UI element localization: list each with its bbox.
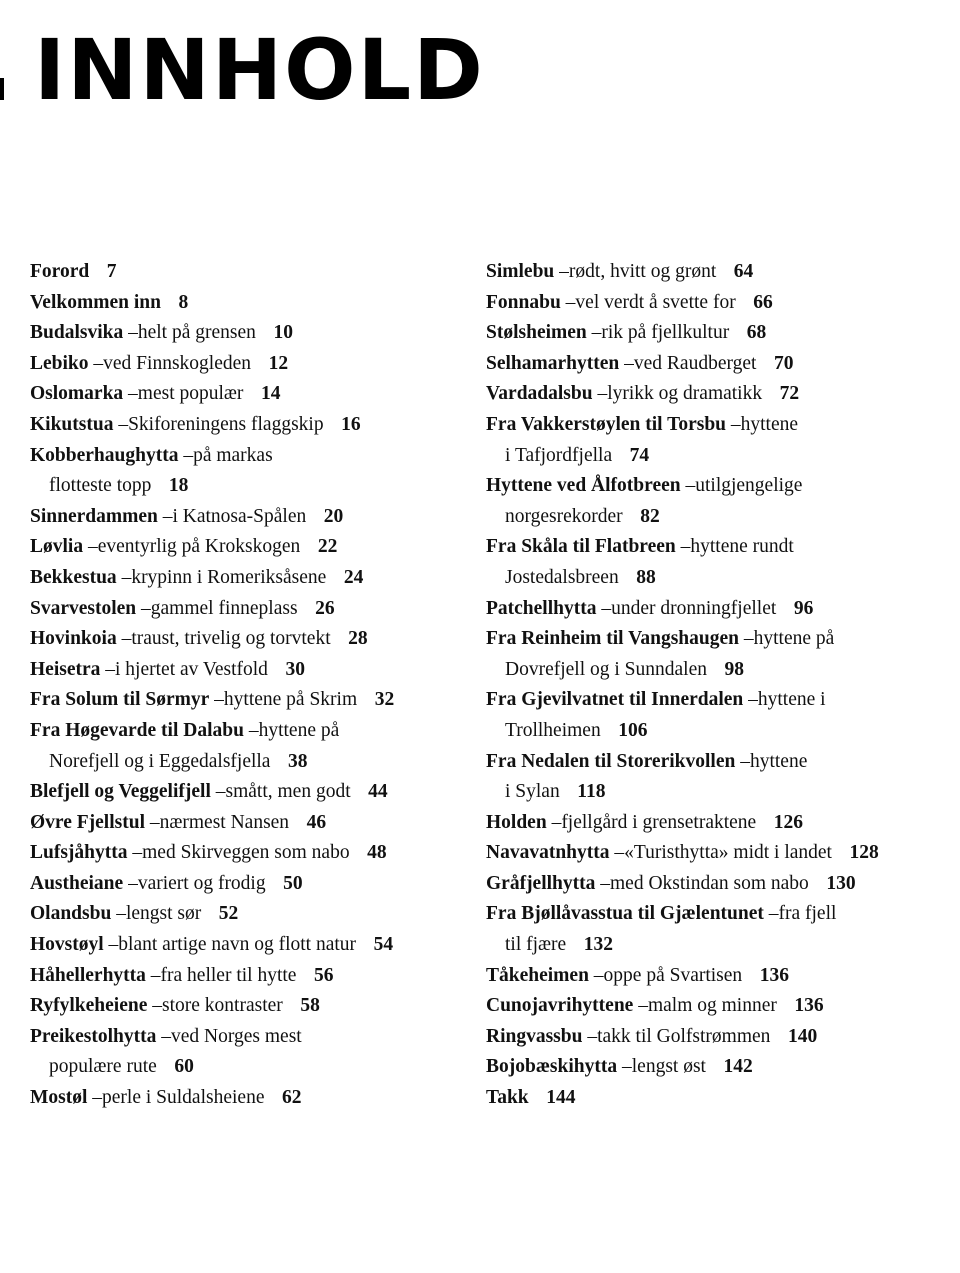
toc-entry-page-number: 136 xyxy=(794,995,824,1017)
toc-entry xyxy=(486,594,936,625)
toc-entry-title: Kobberhaughytta xyxy=(30,444,179,466)
toc-entry-dash xyxy=(117,628,132,649)
toc-entry xyxy=(30,288,480,319)
toc-entry-description: oppe på Svartisen xyxy=(603,964,743,986)
toc-entry-description: blant artige navn og flott natur xyxy=(118,934,357,956)
toc-entry-page-number: 10 xyxy=(273,322,293,344)
toc-entry-page-number: 54 xyxy=(373,934,394,956)
toc-entry-description: fra heller til hytte xyxy=(160,964,297,986)
toc-entry-page-number: 142 xyxy=(723,1056,753,1078)
toc-entry-description: ved Norges mest xyxy=(171,1025,302,1047)
toc-entry-description: i hjertet av Vestfold xyxy=(115,658,268,680)
toc-entry-description: store kontraster xyxy=(162,995,283,1017)
toc-entry-dash xyxy=(619,353,634,374)
toc-entry-dash xyxy=(146,965,161,986)
toc-entry-description: mest populær xyxy=(137,383,244,405)
toc-entry-page-number: 62 xyxy=(282,1087,302,1109)
toc-entry-page-number: 136 xyxy=(759,964,789,986)
toc-column-right xyxy=(486,257,936,1114)
toc-entry-page-number: 50 xyxy=(283,872,303,894)
toc-entry-description: rik på fjellkultur xyxy=(601,322,730,344)
toc-entry-description: vel verdt å svette for xyxy=(575,291,736,313)
toc-entry xyxy=(486,961,936,992)
toc-entry xyxy=(30,1022,480,1083)
toc-entry-dash xyxy=(178,445,193,466)
toc-entry-dash xyxy=(582,1026,597,1047)
toc-entry-page-number: 52 xyxy=(218,903,239,925)
toc-entry xyxy=(486,624,936,685)
toc-entry-page-number: 38 xyxy=(288,750,308,772)
toc-entry-continuation xyxy=(486,777,936,808)
toc-column-left xyxy=(30,257,480,1114)
toc-entry-title: Ringvassbu xyxy=(486,1025,583,1047)
toc-entry-title: Forord xyxy=(30,261,90,282)
toc-entry-page-number: 48 xyxy=(367,842,387,864)
toc-entry-dash xyxy=(147,995,162,1016)
toc-entry-dash xyxy=(676,536,691,557)
toc-entry-title: Bojobæskihytta xyxy=(486,1056,618,1078)
toc-entry-title: Tåkeheimen xyxy=(486,964,589,986)
toc-entry-page-number: 12 xyxy=(268,352,289,374)
toc-entry-description-continued: til fjære xyxy=(505,934,567,956)
toc-entry-page-number: 20 xyxy=(323,505,344,527)
toc-entry-dash xyxy=(209,689,224,710)
toc-entry-page-number: 32 xyxy=(374,689,395,711)
toc-entry-page-number: 44 xyxy=(368,781,388,803)
toc-entry xyxy=(30,991,480,1022)
toc-entry-page-number: 8 xyxy=(178,291,189,313)
toc-entry-description-continued: flotteste topp xyxy=(49,475,152,497)
toc-entry-page-number: 88 xyxy=(636,566,656,588)
toc-entry-page-number: 144 xyxy=(546,1087,576,1109)
toc-entry xyxy=(486,318,936,349)
toc-entry xyxy=(30,808,480,839)
toc-entry xyxy=(30,655,480,686)
toc-entry-dash xyxy=(610,842,625,863)
toc-entry-description: i Katnosa-Spålen xyxy=(172,505,307,527)
toc-entry-title: Mostøl xyxy=(30,1087,88,1109)
toc-entry-description: traust, trivelig og torvtekt xyxy=(131,628,331,650)
toc-entry-page-number: 7 xyxy=(106,261,117,282)
toc-entry-dash xyxy=(123,383,138,404)
toc-entry xyxy=(486,685,936,746)
toc-entry-page-number: 98 xyxy=(724,658,745,680)
toc-entry-title: Simlebu xyxy=(486,261,555,282)
toc-entry xyxy=(30,624,480,655)
toc-entry-description: hyttene i xyxy=(757,689,826,711)
toc-entry-title: Hovinkoia xyxy=(30,628,117,650)
toc-entry-description: variert og frodig xyxy=(137,872,266,894)
toc-entry-title: Løvlia xyxy=(30,536,84,558)
toc-entry-description-continued: Trollheimen xyxy=(505,719,601,741)
toc-entry-page-number: 106 xyxy=(618,719,648,741)
toc-entry xyxy=(30,257,480,288)
toc-entry-dash xyxy=(123,322,138,343)
toc-entry-page-number: 68 xyxy=(746,322,767,344)
toc-entry xyxy=(486,1083,936,1114)
toc-entry-title: Fra Skåla til Flatbreen xyxy=(486,536,676,558)
toc-entry xyxy=(30,1083,480,1114)
toc-entry-page-number: 128 xyxy=(849,842,879,864)
toc-entry-description-continued: populære rute xyxy=(49,1056,157,1078)
toc-entry-title: Fra Solum til Sørmyr xyxy=(30,689,210,711)
toc-entry xyxy=(486,1052,936,1083)
toc-entry-title: Lebiko xyxy=(30,352,89,374)
toc-entry-title: Ryfylkeheiene xyxy=(30,995,148,1017)
toc-entry-title: Håhellerhytta xyxy=(30,964,146,986)
toc-entry-page-number: 140 xyxy=(787,1025,818,1047)
toc-entry-description: perle i Suldalsheiene xyxy=(102,1087,265,1109)
toc-entry-description: eventyrlig på Krokskogen xyxy=(97,536,301,558)
toc-entry xyxy=(486,349,936,380)
toc-entry-description-continued: norgesrekorder xyxy=(505,505,623,527)
toc-entry-dash xyxy=(589,965,604,986)
toc-entry-title: Olandsbu xyxy=(30,903,112,925)
toc-entry-title: Austheiane xyxy=(30,872,124,894)
toc-entry-dash xyxy=(561,292,576,313)
toc-entry-dash xyxy=(145,812,160,833)
toc-entry-title: Sinnerdammen xyxy=(30,505,158,527)
toc-entry-description: rødt, hvitt og grønt xyxy=(568,261,717,282)
toc-entry-description: «Turisthytta» midt i landet xyxy=(624,842,832,864)
toc-entry-dash xyxy=(244,720,259,741)
toc-entry-title: Fonnabu xyxy=(486,291,561,313)
toc-entry-page-number: 46 xyxy=(306,811,327,833)
toc-entry-dash xyxy=(100,659,115,680)
toc-entry-dash xyxy=(117,567,132,588)
toc-entry-dash xyxy=(83,536,98,557)
toc-entry-description: fjellgård i grensetraktene xyxy=(561,811,757,833)
toc-entry xyxy=(486,379,936,410)
toc-entry-title: Fra Høgevarde til Dalabu xyxy=(30,719,244,741)
toc-entry-title: Blefjell og Veggelifjell xyxy=(30,781,211,803)
toc-entry-description: hyttene xyxy=(749,750,808,772)
toc-entry-title: Velkommen inn xyxy=(30,291,161,313)
toc-entry-dash xyxy=(739,628,754,649)
toc-entry-description: krypinn i Romeriksåsene xyxy=(131,566,327,588)
toc-entry xyxy=(30,930,480,961)
toc-entry xyxy=(30,532,480,563)
toc-entry-page-number: 132 xyxy=(583,934,613,956)
toc-entry-dash xyxy=(547,812,562,833)
toc-entry-dash xyxy=(554,261,569,282)
toc-entry xyxy=(30,502,480,533)
toc-entry-page-number: 30 xyxy=(285,658,305,680)
toc-entry-page-number: 126 xyxy=(773,811,804,833)
toc-entry xyxy=(486,288,936,319)
toc-entry-dash xyxy=(617,1056,632,1077)
toc-entry-description-continued: Norefjell og i Eggedalsfjella xyxy=(49,750,271,772)
toc-entry-continuation xyxy=(486,655,936,686)
toc-entry xyxy=(486,1022,936,1053)
toc-entry-page-number: 24 xyxy=(343,566,364,588)
toc-entry-description: lengst sør xyxy=(125,903,202,925)
toc-entry-description: hyttene på xyxy=(258,719,340,741)
toc-entry-title: Lufsjåhytta xyxy=(30,842,128,864)
toc-entry-continuation xyxy=(486,716,936,747)
toc-entry-title: Cunojavrihyttene xyxy=(486,995,634,1017)
toc-entry-page-number: 28 xyxy=(348,628,368,650)
toc-entry xyxy=(486,838,936,869)
toc-entry-dash xyxy=(595,873,610,894)
toc-entry-page-number: 96 xyxy=(793,597,814,619)
toc-entry xyxy=(486,257,936,288)
toc-entry-description: ved Finnskogleden xyxy=(103,352,252,374)
toc-entry-description: hyttene på Skrim xyxy=(223,689,358,711)
toc-entry-page-number: 130 xyxy=(826,872,856,894)
toc-entry-title: Stølsheimen xyxy=(486,322,587,344)
toc-entry-title: Holden xyxy=(486,811,547,833)
toc-entry-description: under dronningfjellet xyxy=(611,597,777,619)
toc-entry-title: Oslomarka xyxy=(30,383,124,405)
toc-entry-page-number: 58 xyxy=(300,995,320,1017)
toc-entry-dash xyxy=(87,1087,102,1108)
toc-entry-description: Skiforeningens flaggskip xyxy=(128,413,324,435)
toc-entry-title: Preikestolhytta xyxy=(30,1025,157,1047)
toc-entry-title: Takk xyxy=(486,1087,529,1109)
toc-entry-page-number: 82 xyxy=(640,505,660,527)
toc-entry-description: med Okstindan som nabo xyxy=(610,872,809,894)
toc-entry xyxy=(30,685,480,716)
toc-entry-page-number: 26 xyxy=(315,597,335,619)
toc-entry xyxy=(30,379,480,410)
toc-entry-dash xyxy=(136,598,151,619)
toc-entry-dash xyxy=(113,414,128,435)
toc-entry-dash xyxy=(743,689,758,710)
toc-entry-description: smått, men godt xyxy=(225,781,351,803)
toc-entry-dash xyxy=(123,873,138,894)
toc-entry-description: helt på grensen xyxy=(137,322,256,344)
toc-entry-title: Budalsvika xyxy=(30,322,124,344)
toc-entry-dash xyxy=(596,598,611,619)
toc-entry-title: Vardadalsbu xyxy=(486,383,593,405)
toc-entry-title: Fra Reinheim til Vangshaugen xyxy=(486,628,739,650)
toc-entry-dash xyxy=(111,903,126,924)
toc-entry xyxy=(486,747,936,808)
toc-entry-description: takk til Golfstrømmen xyxy=(597,1025,771,1047)
toc-entry-dash xyxy=(158,506,173,527)
toc-entry-dash xyxy=(633,995,648,1016)
toc-entry-description: med Skirveggen som nabo xyxy=(142,842,350,864)
toc-entry-title: Bekkestua xyxy=(30,566,117,588)
toc-entry-title: Fra Gjevilvatnet til Innerdalen xyxy=(486,689,744,711)
toc-entry-title: Patchellhytta xyxy=(486,597,597,619)
toc-entry-description: hyttene på xyxy=(753,628,835,650)
toc-entry-continuation xyxy=(486,930,936,961)
toc-entry-description: på markas xyxy=(193,444,273,466)
toc-entry xyxy=(486,471,936,532)
toc-entry-dash xyxy=(156,1026,171,1047)
toc-entry-continuation xyxy=(486,441,936,472)
toc-entry-description-continued: Dovrefjell og i Sunndalen xyxy=(505,658,707,680)
toc-entry-page-number: 18 xyxy=(168,475,189,497)
toc-entry-page-number: 64 xyxy=(733,261,754,282)
toc-entry-dash xyxy=(735,751,750,772)
toc-entry-dash xyxy=(764,903,779,924)
toc-entry xyxy=(30,961,480,992)
toc-entry xyxy=(30,716,480,777)
toc-entry xyxy=(30,563,480,594)
toc-entry-title: Kikutstua xyxy=(30,413,114,435)
toc-entry xyxy=(486,869,936,900)
toc-entry-page-number: 70 xyxy=(773,352,794,374)
toc-entry-dash xyxy=(128,842,143,863)
toc-entry-dash xyxy=(681,475,696,496)
toc-entry-description: fra fjell xyxy=(778,903,837,925)
page-title: INNHOLD xyxy=(34,21,485,119)
toc-entry-title: Hyttene ved Ålfotbreen xyxy=(486,475,681,497)
toc-entry-description: ved Raudberget xyxy=(633,352,757,374)
toc-entry-description: utilgjengelige xyxy=(695,475,803,497)
toc-entry xyxy=(30,318,480,349)
toc-entry-continuation xyxy=(30,747,480,778)
toc-entry-dash xyxy=(89,353,104,374)
toc-entry-continuation xyxy=(486,502,936,533)
toc-entry-title: Navavatnhytta xyxy=(486,842,610,864)
toc-entry-page-number: 16 xyxy=(341,413,361,435)
toc-entry-page-number: 74 xyxy=(629,444,650,466)
toc-entry xyxy=(486,808,936,839)
toc-entry xyxy=(486,899,936,960)
toc-entry-description: hyttene xyxy=(740,413,799,435)
toc-entry-continuation xyxy=(30,1052,480,1083)
toc-entry-title: Hovstøyl xyxy=(30,934,104,956)
toc-entry-page-number: 14 xyxy=(260,383,281,405)
toc-entry-description: lengst øst xyxy=(631,1056,706,1078)
toc-entry-description: lyrikk og dramatikk xyxy=(607,383,763,405)
toc-entry xyxy=(30,777,480,808)
toc-entry xyxy=(30,410,480,441)
toc-entry-description: malm og minner xyxy=(647,995,777,1017)
toc-entry-dash xyxy=(211,781,226,802)
toc-entry-title: Svarvestolen xyxy=(30,597,137,619)
toc-entry-title: Fra Vakkerstøylen til Torsbu xyxy=(486,413,727,435)
toc-entry-page-number: 72 xyxy=(779,383,800,405)
toc-entry-description: hyttene rundt xyxy=(690,536,794,558)
toc-entry-dash xyxy=(587,322,602,343)
toc-entry-dash xyxy=(104,934,119,955)
toc-entry-dash xyxy=(726,414,741,435)
toc-entry-title: Øvre Fjellstul xyxy=(30,811,145,833)
toc-entry-page-number: 60 xyxy=(174,1056,194,1078)
toc-entry-title: Selhamarhytten xyxy=(486,352,620,374)
toc-entry-dash xyxy=(593,383,608,404)
toc-entry xyxy=(30,594,480,625)
toc-entry-title: Gråfjellhytta xyxy=(486,872,596,894)
toc-entry xyxy=(486,410,936,471)
toc-entry-page-number: 118 xyxy=(577,781,606,803)
toc-entry-title: Fra Bjøllåvasstua til Gjælentunet xyxy=(486,903,764,925)
toc-entry xyxy=(30,899,480,930)
toc-entry xyxy=(30,869,480,900)
toc-entry xyxy=(30,441,480,502)
toc-entry-title: Fra Nedalen til Storerikvollen xyxy=(486,750,736,772)
page-edge-mark xyxy=(0,78,4,100)
toc-entry xyxy=(30,349,480,380)
toc-entry-description: nærmest Nansen xyxy=(159,811,290,833)
toc-entry xyxy=(486,991,936,1022)
toc-entry-description-continued: i Tafjordfjella xyxy=(505,444,613,466)
toc-entry-page-number: 22 xyxy=(317,536,338,558)
toc-entry xyxy=(486,532,936,593)
toc-entry-title: Heisetra xyxy=(30,658,101,680)
toc-entry-description-continued: i Sylan xyxy=(505,781,560,803)
toc-entry-continuation xyxy=(30,471,480,502)
toc-entry xyxy=(30,838,480,869)
toc-entry-description: gammel finneplass xyxy=(150,597,298,619)
toc-entry-page-number: 56 xyxy=(313,964,334,986)
toc-entry-continuation xyxy=(486,563,936,594)
toc-entry-page-number: 66 xyxy=(753,291,773,313)
toc-entry-description-continued: Jostedalsbreen xyxy=(505,566,619,588)
